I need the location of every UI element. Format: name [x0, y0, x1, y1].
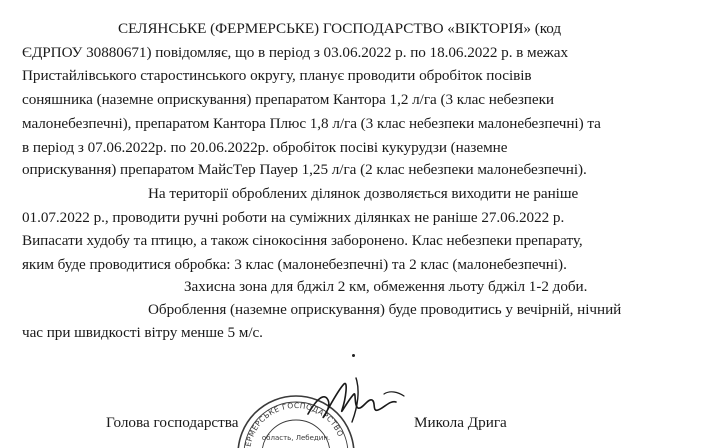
- text-line: ЄДРПОУ 30880671) повідомляє, що в період з 03.06.2022 р. по 18.06.2022 р. в межах: [22, 44, 568, 61]
- handwritten-signature: [298, 370, 418, 430]
- text-line: Пристайлівського старостинського округу, планує проводити обробіток посівів: [22, 67, 532, 84]
- text-line: час при швидкості вітру менше 5 м/с.: [22, 324, 263, 341]
- text-line: На території оброблених ділянок дозволяється виходити не раніше: [148, 185, 579, 202]
- svg-text:ФЕРМЕРСЬКЕ ГОСПОДАРСТВО: ЕРМЕРСЬКЕ ГОСПОДАРСТВО: [243, 400, 346, 448]
- signatory-name: Микола Дрига: [414, 414, 507, 431]
- text-line: 01.07.2022 р., проводити ручні роботи на суміжних ділянках не раніше 27.06.2022 р.: [22, 209, 565, 226]
- text-line: оприскування) препаратом МайсТер Пауер 1,25 л/га (2 клас небезпеки малонебезпечні).: [22, 161, 587, 178]
- svg-text:область, Лебедин.: область, Лебедин.: [261, 434, 331, 442]
- text-line: СЕЛЯНСЬКЕ (ФЕРМЕРСЬКЕ) ГОСПОДАРСТВО «ВІКТОРІЯ» (код: [118, 20, 562, 37]
- text-line: Оброблення (наземне оприскування) буде проводитись у вечірній, нічний: [148, 301, 622, 318]
- text-line: яким буде проводитися обробка: 3 клас (малонебезпечні) та 2 клас (малонебезпечні).: [22, 256, 567, 273]
- text-line: соняшника (наземне оприскування) препаратом Кантора 1,2 л/га (3 клас небезпеки: [22, 91, 554, 108]
- ink-dot: [352, 354, 355, 357]
- signature-label: Голова господарства: [106, 414, 239, 431]
- text-line: Захисна зона для бджіл 2 км, обмеження льоту бджіл 1-2 доби.: [184, 278, 588, 295]
- text-line: Випасати худобу та птицю, а також сінокосіння заборонено. Клас небезпеки препарату,: [22, 232, 583, 249]
- text-line: в період з 07.06.2022р. по 20.06.2022р. обробіток посіві кукурудзи (наземне: [22, 139, 508, 156]
- text-line: малонебезпечні), препаратом Кантора Плюс 1,8 л/га (3 клас небезпеки малонебезпечні) та: [22, 115, 601, 132]
